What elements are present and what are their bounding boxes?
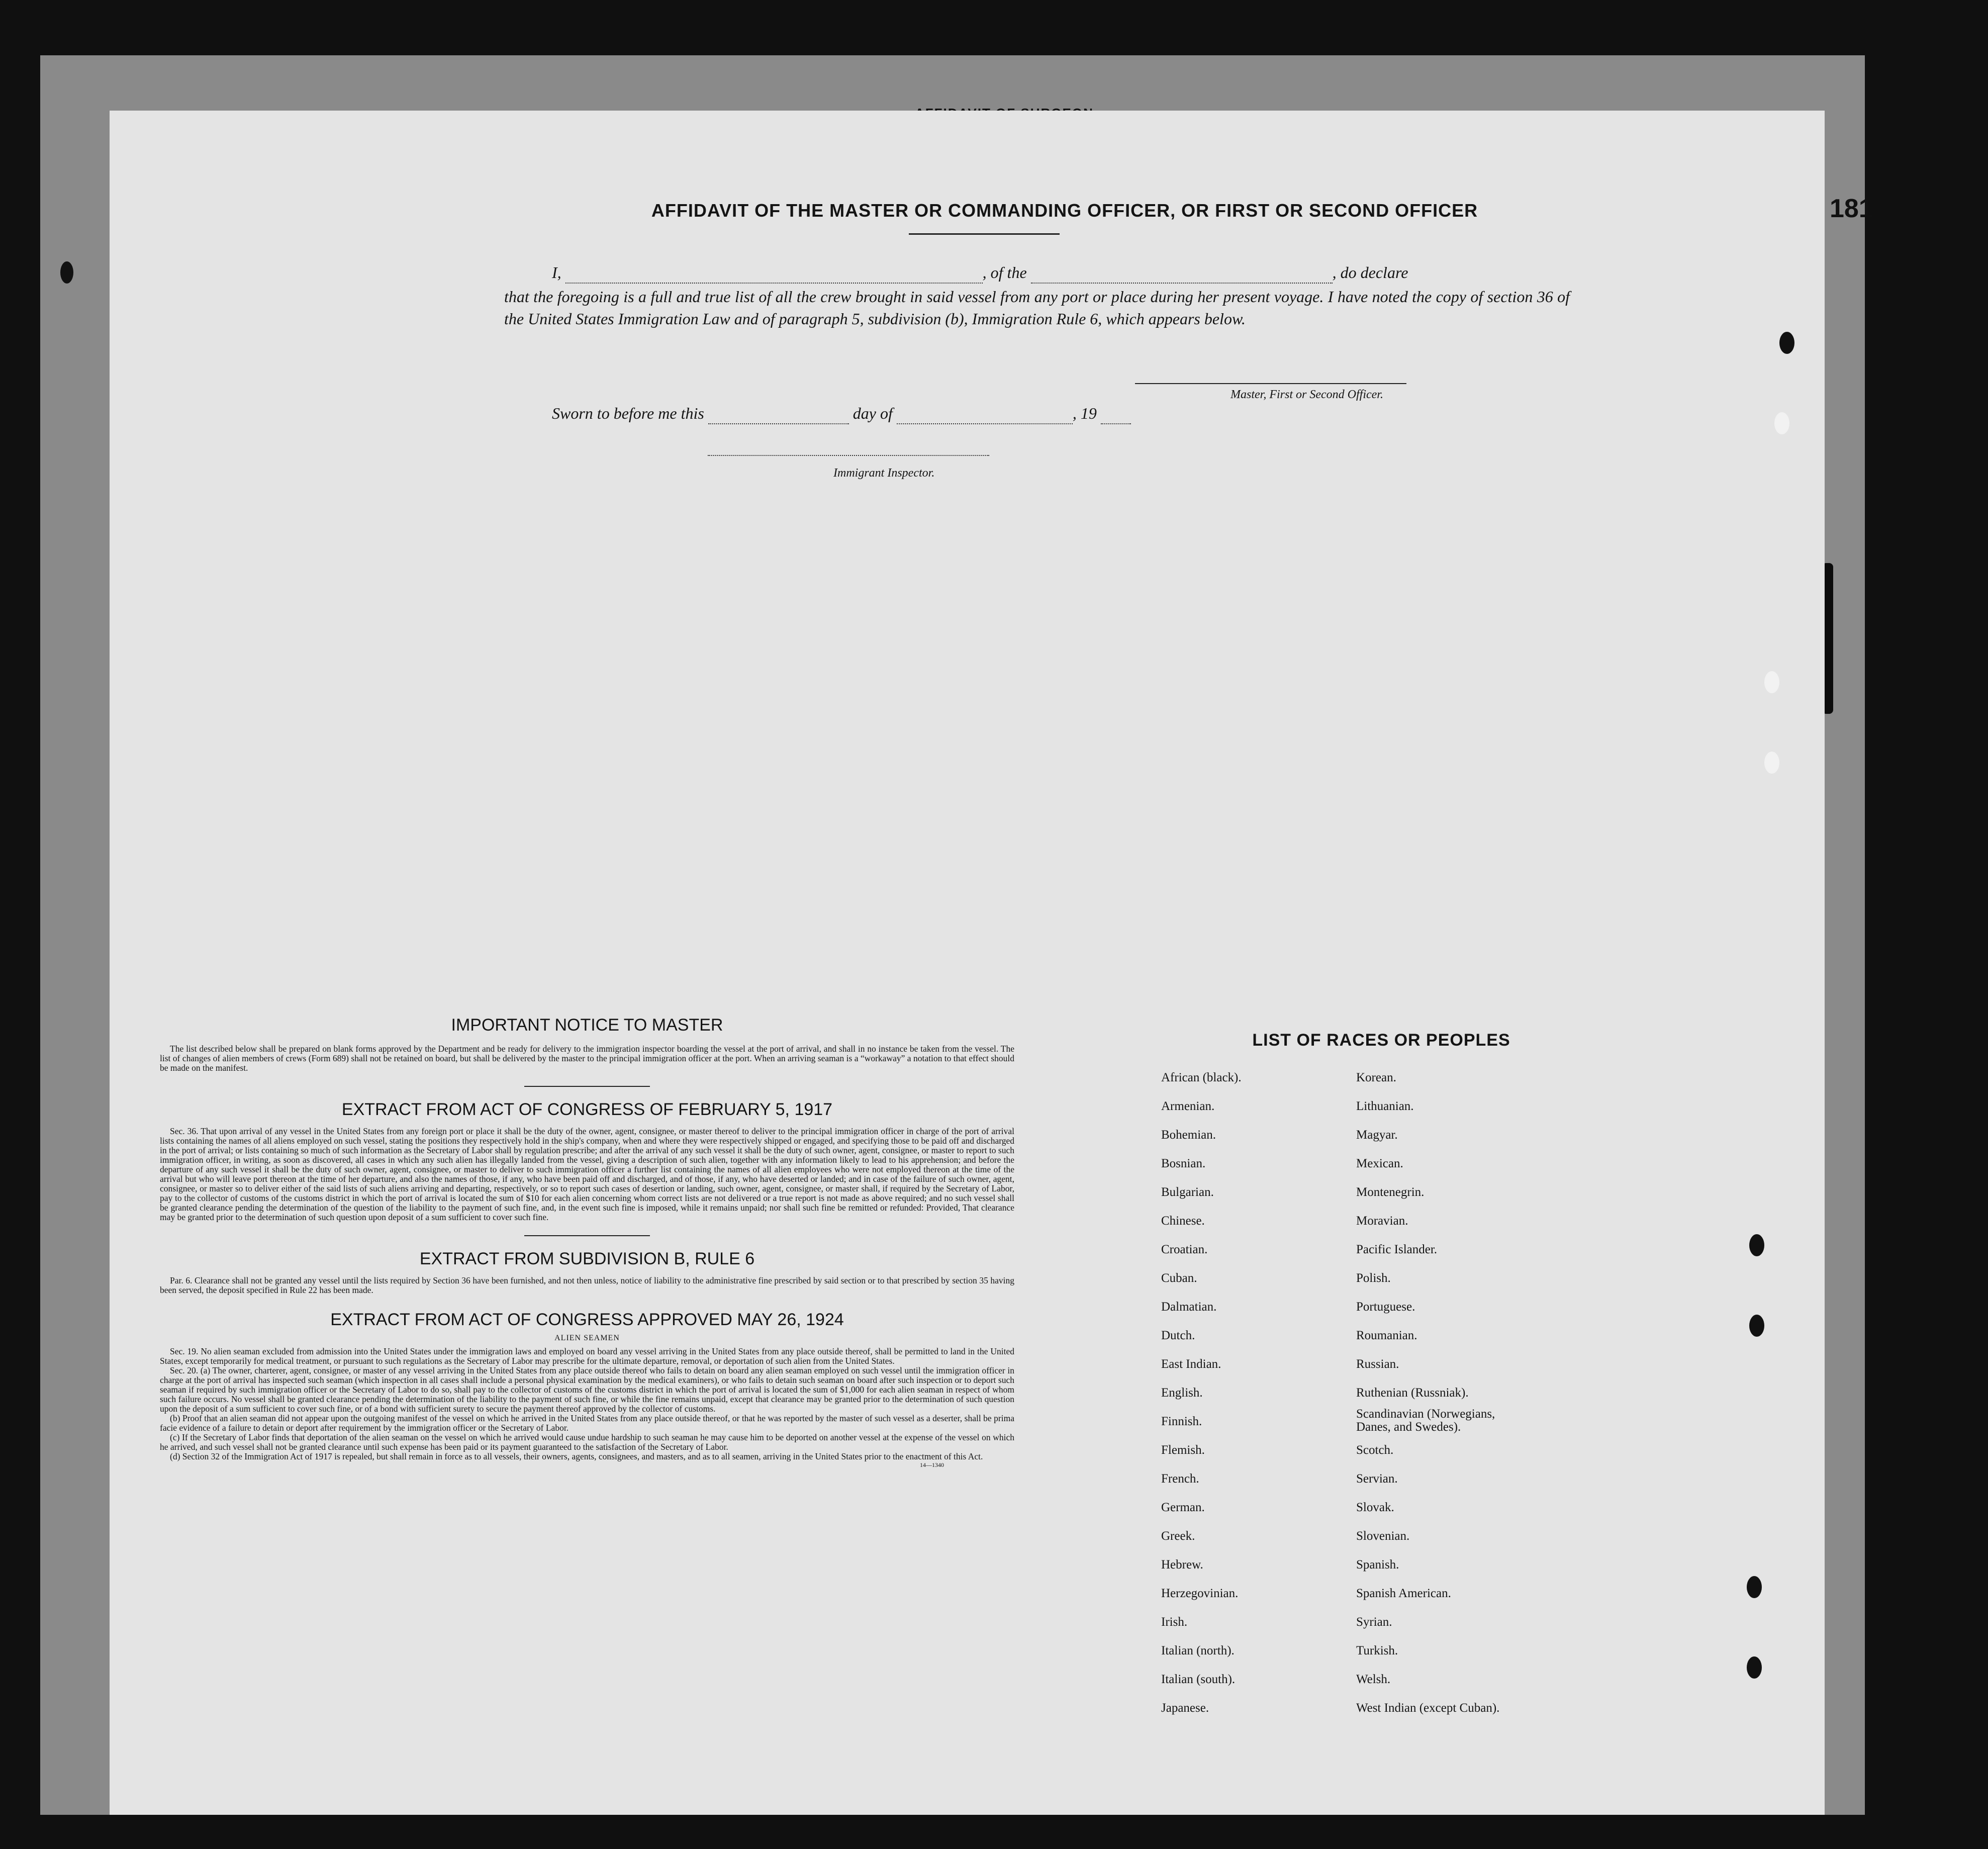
race-item: Moravian.	[1356, 1214, 1408, 1228]
race-item: Ruthenian (Russniak).	[1356, 1386, 1469, 1400]
race-item: German.	[1161, 1501, 1205, 1514]
race-item: East Indian.	[1161, 1357, 1221, 1371]
race-item: African (black).	[1161, 1071, 1242, 1084]
declaration-line-1	[552, 261, 1547, 284]
sworn-day-field[interactable]	[708, 423, 849, 424]
race-item: Italian (south).	[1161, 1673, 1236, 1686]
race-item: Roumanian.	[1356, 1329, 1417, 1342]
declarant-name-field[interactable]	[565, 283, 983, 284]
race-item: Slovenian.	[1356, 1529, 1410, 1543]
race-item: Turkish.	[1356, 1644, 1398, 1657]
race-item: Italian (north).	[1161, 1644, 1235, 1657]
punch-hole	[1749, 1315, 1764, 1337]
race-item: Scotch.	[1356, 1443, 1394, 1457]
punch-hole	[1774, 412, 1789, 434]
race-item: Cuban.	[1161, 1271, 1197, 1285]
form-code: 14—1340	[920, 1461, 944, 1468]
extract-rule6-paragraph: Par. 6. Clearance shall not be granted any vessel until the lists required by Section 36 have been furnished, and not then unless, notice of liability to the administrative fine prescribed by said section or to that prescribed by section 35 having been served, the deposit specified in Rule 22 has been made.	[160, 1275, 1014, 1295]
race-item: Slovak.	[1356, 1501, 1394, 1514]
inspector-signature-line[interactable]	[708, 455, 989, 456]
notice-paragraph: The list described below shall be prepared on blank forms approved by the Department and be ready for delivery to the immigration inspector boarding the vessel at the port of arrival, and shall in no instance be taken from the vessel. The list of changes of alien members of crews (Form 689) shall not be retained on board, but shall be delivered by the master to the principal immigration officer at the port. When an arriving seaman is a “workaway” a notation to that effect should be made on the manifest.	[160, 1044, 1014, 1073]
race-item: Greek.	[1161, 1529, 1195, 1543]
extract-1917-body	[160, 1127, 1014, 1222]
sworn-day-of: day of	[853, 404, 893, 422]
race-item: Spanish American.	[1356, 1587, 1451, 1600]
section-divider	[524, 1086, 650, 1087]
sworn-line	[552, 402, 1356, 424]
master-signature-label: Master, First or Second Officer.	[1230, 388, 1383, 401]
race-item: Polish.	[1356, 1271, 1391, 1285]
race-item: Magyar.	[1356, 1128, 1398, 1142]
race-item: Dutch.	[1161, 1329, 1195, 1342]
race-item: Croatian.	[1161, 1243, 1208, 1256]
extract-1924-subtitle: ALIEN SEAMEN	[554, 1334, 620, 1342]
punch-hole	[1749, 1234, 1764, 1256]
declaration-do-declare-label: , do declare	[1332, 263, 1408, 282]
race-item: English.	[1161, 1386, 1203, 1400]
sworn-year-prefix: , 19	[1072, 404, 1097, 422]
extract-1924-body	[160, 1347, 1014, 1461]
sworn-month-field[interactable]	[897, 423, 1073, 424]
race-item: Herzegovinian.	[1161, 1587, 1239, 1600]
extract-1924-paragraph: (d) Section 32 of the Immigration Act of 1917 is repealed, but shall remain in force as to all vessels, their owners, agents, consignees, and masters, and as to all seamen, arriving in the United States prior to the enactment of this Act.	[170, 1451, 983, 1461]
race-item: Pacific Islander.	[1356, 1243, 1438, 1256]
race-item: Bohemian.	[1161, 1128, 1216, 1142]
race-item: Bosnian.	[1161, 1157, 1206, 1170]
race-item: Irish.	[1161, 1615, 1188, 1629]
race-item: Mexican.	[1356, 1157, 1403, 1170]
race-item: Syrian.	[1356, 1615, 1392, 1629]
race-item: West Indian (except Cuban).	[1356, 1701, 1500, 1715]
race-item: Japanese.	[1161, 1701, 1209, 1715]
affidavit-title: AFFIDAVIT OF THE MASTER OR COMMANDING OFFICER, OR FIRST OR SECOND OFFICER	[651, 200, 1478, 221]
declaration-body: that the foregoing is a full and true list of all the crew brought in said vessel from any port or place during her present voyage. I have noted the copy of section 36 of the United States Immigration Law and of paragraph 5, subdivision (b), Immigration Rule 6, which appears below.	[504, 288, 1570, 328]
title-divider	[909, 233, 1060, 235]
extract-1924-paragraph: Sec. 19. No alien seaman excluded from admission into the United States under the immigration laws and employed on board any vessel arriving in the United States from any place outside thereof, shall be permitted to land in the United States, except temporarily for medical treatment, or pursuant to such regulations as the Secretary of Labor may prescribe for the ultimate departure, removal, or deportation of such alien from the United States.	[160, 1346, 1014, 1366]
notice-body	[160, 1044, 1014, 1073]
race-item: Dalmatian.	[1161, 1300, 1217, 1314]
punch-hole	[1747, 1656, 1762, 1679]
legal-notices	[160, 1015, 1014, 1469]
race-item: Russian.	[1356, 1357, 1399, 1371]
race-item: Welsh.	[1356, 1673, 1391, 1686]
extract-rule6-body	[160, 1276, 1014, 1295]
race-item: Servian.	[1356, 1472, 1398, 1486]
extract-1924-paragraph: Sec. 20. (a) The owner, charterer, agent, consignee, or master of any vessel arriving in the United States from any place outside thereof who fails to detain on board any alien seaman employed on such vessel until the immigration officer in charge at the port of arrival has inspected such seaman (which inspection in all cases shall include a personal physical examination by the medical examiners), or who fails to detain such seaman on board after such inspection or to deport such seaman if required by such immigration officer or the Secretary of Labor to do so, shall pay to the collector of customs of the customs district in which the port of arrival is located the sum of $1,000 for each alien seaman in respect of whom such failure occurs. No vessel shall be granted clearance pending the determination of the liability to the payment of such fine, or while the fine remains unpaid, except that clearance may be granted prior to the determination of such question upon the deposit of a sum sufficient to cover such fine, or of a bond with sufficient surety to secure the payment thereof approved by the collector of customs.	[160, 1365, 1014, 1414]
race-item: Korean.	[1356, 1071, 1396, 1084]
master-signature-line[interactable]	[1135, 383, 1406, 384]
race-item: Lithuanian.	[1356, 1099, 1414, 1113]
race-item: Montenegrin.	[1356, 1185, 1425, 1199]
extract-rule6-title: EXTRACT FROM SUBDIVISION B, RULE 6	[419, 1249, 755, 1268]
punch-hole	[1764, 671, 1779, 693]
race-item: Chinese.	[1161, 1214, 1205, 1228]
punch-hole	[1779, 332, 1794, 354]
race-item: Bulgarian.	[1161, 1185, 1214, 1199]
extract-1924-title: EXTRACT FROM ACT OF CONGRESS APPROVED MAY 26, 1924	[330, 1310, 844, 1329]
extract-1917-paragraph: Sec. 36. That upon arrival of any vessel in the United States from any foreign port or place it shall be the duty of the owner, agent, consignee, or master thereof to deliver to the principal immigration officer in charge of the port of arrival lists containing the names of all aliens employed on such vessel, stating the positions they respectively hold in the ship's company, when and where they were respectively shipped or engaged, and specifying those to be paid off and discharged in the port of arrival; or lists containing so much of such information as the Secretary of Labor shall by regulation prescribe; and after the arrival of any such vessel it shall be the duty of such owner, agent, consignee, or master to report to such immigration officer, in writing, as soon as discovered, all cases in which any such alien has illegally landed from the vessel, giving a description of such alien, together with any information likely to lead to his apprehension; and before the departure of any such vessel it shall be the duty of such owner, agent, consignee, or master to deliver to such immigration officer a further list containing the names of all alien employees who were not employed thereon at the time of the arrival but who will leave port thereon at the time of her departure, and also the names of those, if any, who have been paid off and discharged, and of those, if any, who have deserted or landed; and in case of the failure of such owner, agent, consignee, or master so to deliver either of the said lists of such aliens arriving and departing, respectively, or so to report such cases of desertion or landing, such owner, agent, consignee, or master shall, if required by the Secretary of Labor, pay to the collector of customs of the customs district in which the port of arrival is located the sum of $10 for each alien concerning whom correct lists are not delivered or a true report is not made as above required; and no such vessel shall be granted clearance pending the determination of the question of the liability to the payment of such fine, and, in the event such fine is imposed, while it remains unpaid; nor shall such fine be remitted or refunded: Provided, That clearance may be granted prior to the determination of such question upon deposit of a sum sufficient to cover such fine.	[160, 1126, 1014, 1222]
page-number: 181	[1830, 194, 1873, 223]
declaration-i-label: I,	[552, 263, 561, 282]
race-item: Flemish.	[1161, 1443, 1205, 1457]
sworn-prefix: Sworn to before me this	[552, 404, 704, 422]
race-item: French.	[1161, 1472, 1199, 1486]
punch-hole	[60, 261, 73, 284]
declaration-of-the-label: , of the	[982, 263, 1027, 282]
race-item: Finnish.	[1161, 1415, 1202, 1428]
form-sheet	[110, 111, 1825, 1815]
extract-1917-title: EXTRACT FROM ACT OF CONGRESS OF FEBRUARY 5, 1917	[341, 1100, 833, 1119]
race-item: Armenian.	[1161, 1099, 1215, 1113]
punch-hole	[1764, 752, 1779, 774]
punch-hole	[1747, 1576, 1762, 1598]
section-divider	[524, 1235, 650, 1236]
sworn-year-field[interactable]	[1101, 423, 1131, 424]
races-title: LIST OF RACES OR PEOPLES	[1252, 1031, 1510, 1050]
extract-1924-paragraph: (b) Proof that an alien seaman did not appear upon the outgoing manifest of the vessel on which he arrived in the United States from any place outside thereof, or that he was reported by the master of such vessel as a deserter, shall be prima facie evidence of a failure to detain or deport after requirement by the immigration officer or the Secretary of Labor.	[160, 1413, 1014, 1433]
race-item: Portuguese.	[1356, 1300, 1415, 1314]
extract-1924-paragraph: (c) If the Secretary of Labor finds that deportation of the alien seaman on the vessel on which he arrived would cause undue hardship to such seaman he may cause him to be deported on another vessel at the expense of the vessel on which he arrived, and such vessel shall not be granted clearance until such expense has been paid or its payment guaranteed to the satisfaction of the Secretary of Labor.	[160, 1432, 1014, 1452]
race-item: Scandinavian (Norwegians, Danes, and Swedes).	[1356, 1407, 1495, 1434]
notice-title: IMPORTANT NOTICE TO MASTER	[451, 1015, 723, 1035]
race-item: Spanish.	[1356, 1558, 1399, 1571]
race-item: Hebrew.	[1161, 1558, 1203, 1571]
inspector-signature-label: Immigrant Inspector.	[833, 467, 935, 480]
vessel-name-field[interactable]	[1031, 283, 1333, 284]
